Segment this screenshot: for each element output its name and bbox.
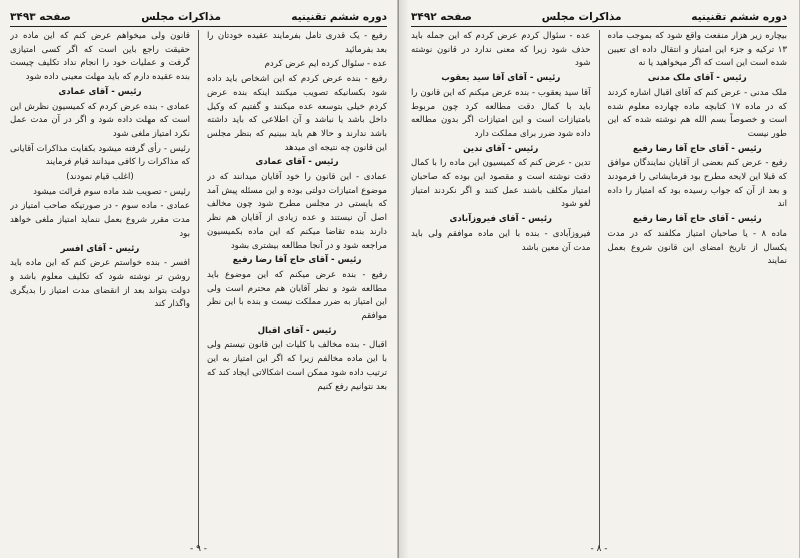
right-page-title: مذاکرات مجلس	[541, 11, 622, 23]
paragraph: افسر - بنده خواستم عرض کنم که این ماده باید روشن تر نوشته شود که تکلیف معلوم باشد و دولت بتواند بعد از انقضای مدت امتیاز را بدیگری واگذار کند	[10, 258, 190, 310]
paragraph: عمادی - بنده عرض کردم که کمیسیون نظرش این است که مهلت داده شود و اگر در آن مدت عمل نکرد امتیاز ملغی شود	[10, 101, 190, 139]
paragraph: فیروزآبادی - بنده با این ماده موافقم ولی باید مدت آن معین باشد	[411, 228, 591, 253]
left-page-label: صفحه ۳۴۹۳	[10, 11, 71, 23]
speaker-heading: رئیس - آقای فیروزآبادی	[449, 214, 552, 225]
paragraph: رفیع - عرض کنم بعضی از آقایان نمایندگان موافق که قبلا این لایحه مطرح بود فرمایشاتی را فرمودند و بعد از آن که جواب رسیده بود که امتیاز را داده اند	[607, 158, 787, 210]
paragraph: آقا سید یعقوب - بنده عرض میکنم که این قانون را باید با کمال دقت مطالعه کرد چون مربوط بامتیازات است و این امتیازات اگر بدون مطالعه داده شود ضرر برای مملکت دارد	[411, 87, 591, 139]
left-page-session: دوره ششم تقنینیه	[291, 11, 387, 23]
left-page-number: - ۹ -	[189, 544, 208, 554]
left-page	[0, 0, 398, 558]
paragraph: عمادی - این قانون را خود آقایان میدانند که در موضوع امتیازات دولتی بوده و این مسئله پیش آمد که بایستی در مجلس مطرح شود چون مخالف اصل آن نیستند و عده زیادی از آقایان هم نظر دارند بنده تقاضا میکنم که این ماده بکمیسیون مراجعه شود و در آنجا مطالعه بیشتری بشود	[207, 172, 387, 251]
speaker-heading: رئیس - آقای عمادی	[58, 86, 142, 97]
speaker-heading: رئیس - آقای حاج آقا رضا رفیع	[632, 214, 762, 225]
paragraph: عمادی - ماده سوم - در صورتیکه صاحب امتیاز در مدت مقرر شروع بعمل ننماید امتیاز ملغی خواهد بود	[10, 201, 190, 239]
right-page-header	[411, 8, 787, 27]
right-page-column-right	[608, 30, 788, 548]
right-page-columns	[411, 30, 787, 548]
speaker-heading: رئیس - آقای تدین	[463, 143, 539, 154]
paragraph: عده - سئوال کرده ایم عرض کردم	[264, 59, 387, 70]
speaker-heading: رئیس - آقای ملک مدنی	[647, 73, 747, 84]
speaker-heading: رئیس - آقای افسر	[60, 243, 140, 254]
left-page-title: مذاکرات مجلس	[141, 11, 222, 23]
right-page-label: صفحه ۳۴۹۲	[411, 11, 472, 23]
paragraph: رفیع - یک قدری تامل بفرمایند عقیده خودتان را بعد بفرمائید	[207, 31, 387, 55]
paragraph: رفیع - بنده عرض کردم که این اشخاص باید داده شود بکسانیکه تصویب میکنند اینکه بنده عرض کردم خیلی بتوسعه عده میکنند و گفتیم که وکیل داخل باشد یا نباشد و آن اطلاعی که باید داشته باشد ندارند و حالا هم باید ببینیم که بنظر مجلس این قانون چه نتیجه ای میدهد	[207, 74, 387, 153]
column-divider	[599, 30, 600, 548]
right-page-column-left	[411, 30, 591, 548]
paragraph: تدین - عرض کنم که کمیسیون این ماده را با کمال دقت نوشته است و مقصود این بوده که صاحبان امتیاز مکلف باشند عمل کنند و اگر نکردند امتیاز لغو شود	[411, 158, 591, 210]
left-page-column-left	[10, 30, 190, 548]
speaker-heading: رئیس - آقای آقا سید یعقوب	[441, 73, 561, 84]
paragraph: رئیس - تصویب شد ماده سوم قرائت میشود	[33, 186, 190, 197]
paragraph: ماده ۸ - یا صاحبان امتیاز مکلفند که در مدت یکسال از تاریخ امضای این قانون شروع بعمل نمایند	[607, 228, 787, 267]
speaker-heading: رئیس - آقای حاج آقا رضا رفیع	[232, 255, 362, 266]
left-page-columns	[10, 30, 387, 548]
paragraph: قانون ولی میخواهم عرض کنم که این ماده در حقیقت راجع باین است که اگر کسی امتیازی گرفت و عملیات خود را انجام نداد تکلیف چیست بنده عقیده دارم که باید مهلت معینی داده شود	[10, 31, 190, 83]
speaker-heading: رئیس - آقای حاج آقا رضا رفیع	[632, 143, 762, 154]
left-page-header	[10, 8, 387, 27]
paragraph: رئیس - رأی گرفته میشود بکفایت مذاکرات آقایانی که مذاکرات را کافی میدانند قیام فرمایند	[10, 143, 190, 168]
paragraph: (اغلب قیام نمودند)	[66, 172, 134, 183]
paragraph: عده - سئوال کردم عرض کردم که این جمله باید حذف شود زیرا که معنی ندارد در قانون نوشته شود	[411, 31, 591, 69]
right-page-session: دوره ششم تقنینیه	[691, 11, 787, 23]
left-page-column-right	[207, 30, 387, 548]
column-divider	[198, 30, 199, 548]
speaker-heading: رئیس - آقای اقبال	[257, 325, 337, 336]
paragraph: رفیع - بنده عرض میکنم که این موضوع باید مطالعه شود و نظر آقایان هم محترم است ولی این امتیاز به ضرر مملکت نیست و بنده با این نظر موافقم	[207, 269, 387, 322]
right-page-number: - ۸ -	[590, 544, 608, 554]
gutter-shadow	[399, 0, 409, 558]
speaker-heading: رئیس - آقای عمادی	[255, 157, 339, 168]
paragraph: اقبال - بنده مخالف با کلیات این قانون نیستم ولی با این ماده مخالفم زیرا که اگر این امتیاز به این ترتیب داده شود ممکن است اشکالاتی ایجاد کند که بعد نتوانیم رفع کنیم	[207, 340, 387, 392]
paragraph: ملک مدنی - عرض کنم که آقای اقبال اشاره کردند که در ماده ۱۷ کتابچه ماده چهارده معلوم شده است و خصوصاً بسم الله هم نوشته شده که این طور نیست	[607, 87, 787, 139]
right-page	[398, 0, 800, 558]
paragraph: بیچاره زیر هزار منفعت واقع شود که بموجب ماده ۱۳ ترکیه و جزء این امتیاز و انتقال داده ای تعیین شده است این است که اگر میخواهید یا نه	[607, 31, 787, 69]
